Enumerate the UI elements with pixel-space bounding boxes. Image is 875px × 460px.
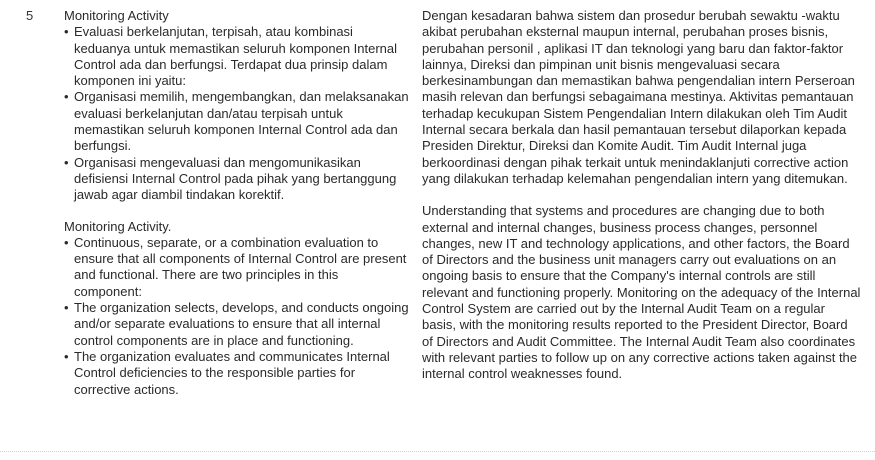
row-number: 5 (26, 8, 34, 23)
english-component-block (64, 219, 409, 398)
component-column (64, 8, 409, 398)
bullet-item: • Organisasi mengevaluasi dan mengomunikasikan defisiensi Internal Control pada pihak yang bertanggung jawab agar diambil tindakan korektif. (64, 155, 409, 204)
component-bullets-english (64, 235, 409, 398)
bullet-item: • The organization selects, develops, and conducts ongoing and/or separate evaluations to ensure that all internal control components are in place and functioning. (64, 300, 409, 349)
bullet-item: • Continuous, separate, or a combination evaluation to ensure that all components of Internal Control are present and functional. There are two principles in this component: (64, 235, 409, 300)
bullet-item: • The organization evaluates and communicates Internal Control deficiencies to the responsible parties for corrective actions. (64, 349, 409, 398)
bullet-item: • Evaluasi berkelanjutan, terpisah, atau kombinasi keduanya untuk memastikan seluruh komponen Internal Control ada dan berfungsi. Terdapat dua prinsip dalam komponen ini yaitu: (64, 24, 409, 89)
component-title-indonesian: Monitoring Activity (64, 8, 169, 23)
component-title-english: Monitoring Activity. (64, 218, 172, 234)
table-row-divider (0, 451, 875, 452)
implementation-paragraph-indonesian: Dengan kesadaran bahwa sistem dan prosedur berubah sewaktu -waktu akibat perubahan eksternal maupun internal, perubahan proses bisnis, perubahan personil , aplikasi IT dan teknologi yang baru dan faktor-faktor lainnya, Direksi dan pimpinan unit bisnis mengevaluasi secara berkesinambungan dan memastikan bahwa pengendalian intern Perseroan masih relevan dan berfungsi sebagaimana mestinya. Aktivitas pemantauan terhadap kecukupan Sistem Pengendalian Intern dilakukan oleh Tim Audit Internal secara berkala dan hasil pemantauan tersebut dilaporkan kepada Presiden Direktur, Direksi dan Komite Audit. Tim Audit Internal juga berkoordinasi dengan pihak terkait untuk menindaklanjuti corrective action yang dilakukan terhadap kelemahan pengendalian intern yang ditemukan. (422, 8, 855, 186)
implementation-paragraph-english: Understanding that systems and procedures are changing due to both external and internal changes, business process changes, personnel changes, new IT and technology applications, and other factors, the Board of Directors and the business unit managers carry out evaluations on an ongoing basis to ensure that the Company's internal controls are still relevant and functioning properly. Monitoring on the adequacy of the Internal Control System are carried out by the Internal Audit Team on a regular basis, with the monitoring results reported to the President Director, Board of Directors and Audit Committee. The Internal Audit Team also coordinates with relevant parties to follow up on any corrective actions taken against the internal control weaknesses found. (422, 203, 861, 382)
implementation-column (422, 8, 862, 383)
component-bullets-indonesian (64, 24, 409, 203)
bullet-item: • Organisasi memilih, mengembangkan, dan melaksanakan evaluasi berkelanjutan dan/atau terpisah untuk memastikan seluruh komponen Internal Control ada dan berfungsi. (64, 89, 409, 154)
indonesian-component-block (64, 8, 409, 204)
